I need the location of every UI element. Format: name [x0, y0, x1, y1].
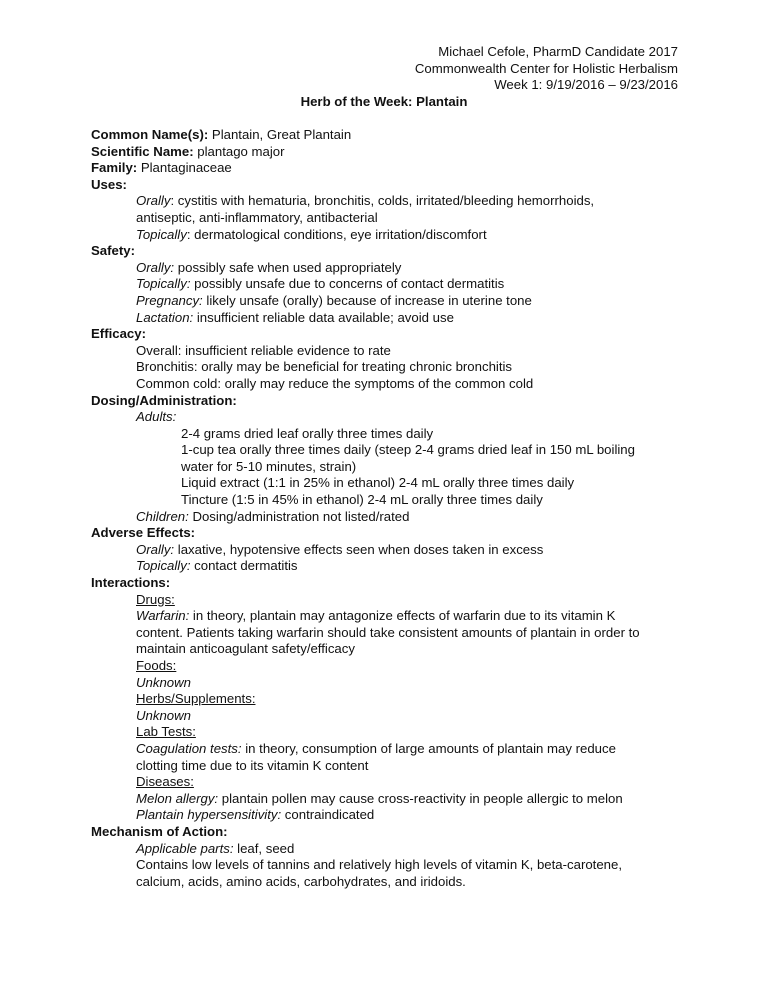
common-names-line [91, 127, 691, 144]
interactions-foods-heading [91, 658, 691, 675]
foods-value [91, 675, 691, 692]
author-line: Michael Cefole, PharmD Candidate 2017 [438, 44, 678, 59]
coagulation-line [91, 741, 691, 758]
warfarin-line [91, 608, 691, 625]
hypersensitivity-text: contraindicated [281, 807, 375, 823]
family-label: Family: [91, 160, 138, 176]
dosing-adult-1: 2-4 grams dried leaf orally three times daily [181, 425, 434, 441]
dosing-children-label: Children: [136, 508, 189, 524]
safety-heading [91, 243, 691, 260]
hypersensitivity-label: Plantain hypersensitivity: [136, 807, 282, 823]
melon-allergy-line [91, 791, 691, 808]
dosing-heading [91, 393, 691, 410]
dosing-adult-2: 1-cup tea orally three times daily (steep 2-4 grams dried leaf in 150 mL boiling [181, 442, 635, 458]
mechanism-heading [91, 824, 691, 841]
interactions-herbs-heading [91, 691, 691, 708]
melon-allergy-text: plantain pollen may cause cross-reactivity in people allergic to melon [218, 790, 623, 806]
dosing-adult-4: Tincture (1:5 in 45% in ethanol) 2-4 mL orally three times daily [181, 492, 543, 508]
uses-orally-label: Orally [136, 193, 171, 209]
adverse-topically-label: Topically: [136, 558, 191, 574]
warfarin-line-2: content. Patients taking warfarin should take consistent amounts of plantain in order to [136, 624, 640, 640]
efficacy-label: Efficacy: [91, 326, 146, 342]
safety-topically-line [91, 276, 691, 293]
safety-lactation-label: Lactation: [136, 309, 194, 325]
safety-label: Safety: [91, 243, 135, 259]
adverse-topically-text: contact dermatitis [190, 558, 298, 574]
safety-topically-text: possibly unsafe due to concerns of contact dermatitis [190, 276, 505, 292]
uses-label: Uses: [91, 176, 127, 192]
dosing-children-text: Dosing/administration not listed/rated [188, 508, 410, 524]
uses-topically-line [91, 227, 691, 244]
uses-heading [91, 177, 691, 194]
document-body [91, 127, 691, 890]
safety-orally-line [91, 260, 691, 277]
diseases-label: Diseases: [136, 774, 194, 790]
applicable-parts-line [91, 841, 691, 858]
coagulation-line-2: clotting time due to its vitamin K content [136, 757, 369, 773]
herbs-value [91, 708, 691, 725]
safety-lactation-line [91, 310, 691, 327]
interactions-label: Interactions: [91, 575, 171, 591]
herbs-label: Herbs/Supplements: [136, 691, 256, 707]
uses-orally-line-2: antiseptic, anti-inflammatory, antibacterial [136, 209, 378, 225]
coagulation-text: in theory, consumption of large amounts of plantain may reduce [241, 740, 616, 756]
adverse-topically-line [91, 558, 691, 575]
drugs-label: Drugs: [136, 591, 175, 607]
adverse-orally-line [91, 542, 691, 559]
scientific-name-value: plantago major [193, 143, 285, 159]
dosing-adult-3: Liquid extract (1:1 in 25% in ethanol) 2-4 mL orally three times daily [181, 475, 575, 491]
hypersensitivity-line [91, 807, 691, 824]
foods-value-text: Unknown [136, 674, 191, 690]
week-line: Week 1: 9/19/2016 – 9/23/2016 [494, 77, 678, 92]
uses-topically-text: : dermatological conditions, eye irritation/discomfort [186, 226, 487, 242]
family-value: Plantaginaceae [137, 160, 232, 176]
efficacy-heading [91, 326, 691, 343]
uses-topically-label: Topically [136, 226, 187, 242]
interactions-lab-heading [91, 724, 691, 741]
dosing-adults-heading [91, 409, 691, 426]
safety-pregnancy-text: likely unsafe (orally) because of increase in uterine tone [202, 292, 532, 308]
interactions-drugs-heading [91, 592, 691, 609]
document-header [415, 44, 678, 94]
mechanism-label: Mechanism of Action: [91, 823, 228, 839]
safety-orally-text: possibly safe when used appropriately [174, 259, 402, 275]
efficacy-bronchitis: Bronchitis: orally may be beneficial for treating chronic bronchitis [136, 359, 513, 375]
center-line: Commonwealth Center for Holistic Herbalism [414, 60, 678, 76]
melon-allergy-label: Melon allergy: [136, 790, 219, 806]
adverse-orally-label: Orally: [136, 541, 175, 557]
efficacy-overall: Overall: insufficient reliable evidence to rate [136, 342, 391, 358]
mechanism-line-1: Contains low levels of tannins and relatively high levels of vitamin K, beta-carotene, [136, 857, 622, 873]
common-names-label: Common Name(s): [91, 127, 209, 142]
adverse-heading [91, 525, 691, 542]
adverse-label: Adverse Effects: [91, 525, 196, 541]
herbs-value-text: Unknown [136, 707, 191, 723]
common-names-value: Plantain, Great Plantain [208, 127, 352, 142]
uses-orally-line [91, 193, 691, 210]
dosing-label: Dosing/Administration: [91, 392, 237, 408]
safety-lactation-text: insufficient reliable data available; avoid use [193, 309, 454, 325]
interactions-diseases-heading [91, 774, 691, 791]
warfarin-text: in theory, plantain may antagonize effects of warfarin due to its vitamin K [189, 608, 616, 624]
lab-tests-label: Lab Tests: [136, 724, 196, 740]
scientific-name-line [91, 144, 691, 161]
scientific-name-label: Scientific Name: [91, 143, 194, 159]
dosing-adult-2-cont: water for 5-10 minutes, strain) [181, 458, 357, 474]
safety-pregnancy-label: Pregnancy: [136, 292, 203, 308]
safety-topically-label: Topically: [136, 276, 191, 292]
applicable-parts-text: leaf, seed [233, 840, 295, 856]
mechanism-line-2: calcium, acids, amino acids, carbohydrates, and iridoids. [136, 873, 466, 889]
warfarin-label: Warfarin: [136, 608, 190, 624]
dosing-children-line [91, 509, 691, 526]
applicable-parts-label: Applicable parts: [136, 840, 234, 856]
warfarin-line-3: maintain anticoagulant safety/efficacy [136, 641, 355, 657]
safety-orally-label: Orally: [136, 259, 175, 275]
dosing-adults-label: Adults: [136, 409, 177, 425]
interactions-heading [91, 575, 691, 592]
page-title: Herb of the Week: Plantain [300, 94, 468, 109]
family-line [91, 160, 691, 177]
foods-label: Foods: [136, 658, 177, 673]
adverse-orally-text: laxative, hypotensive effects seen when doses taken in excess [174, 541, 544, 557]
uses-orally-text: : cystitis with hematuria, bronchitis, colds, irritated/bleeding hemorrhoids, [170, 193, 595, 209]
efficacy-cold: Common cold: orally may reduce the symptoms of the common cold [136, 375, 534, 391]
safety-pregnancy-line [91, 293, 691, 310]
coagulation-label: Coagulation tests: [136, 740, 242, 756]
